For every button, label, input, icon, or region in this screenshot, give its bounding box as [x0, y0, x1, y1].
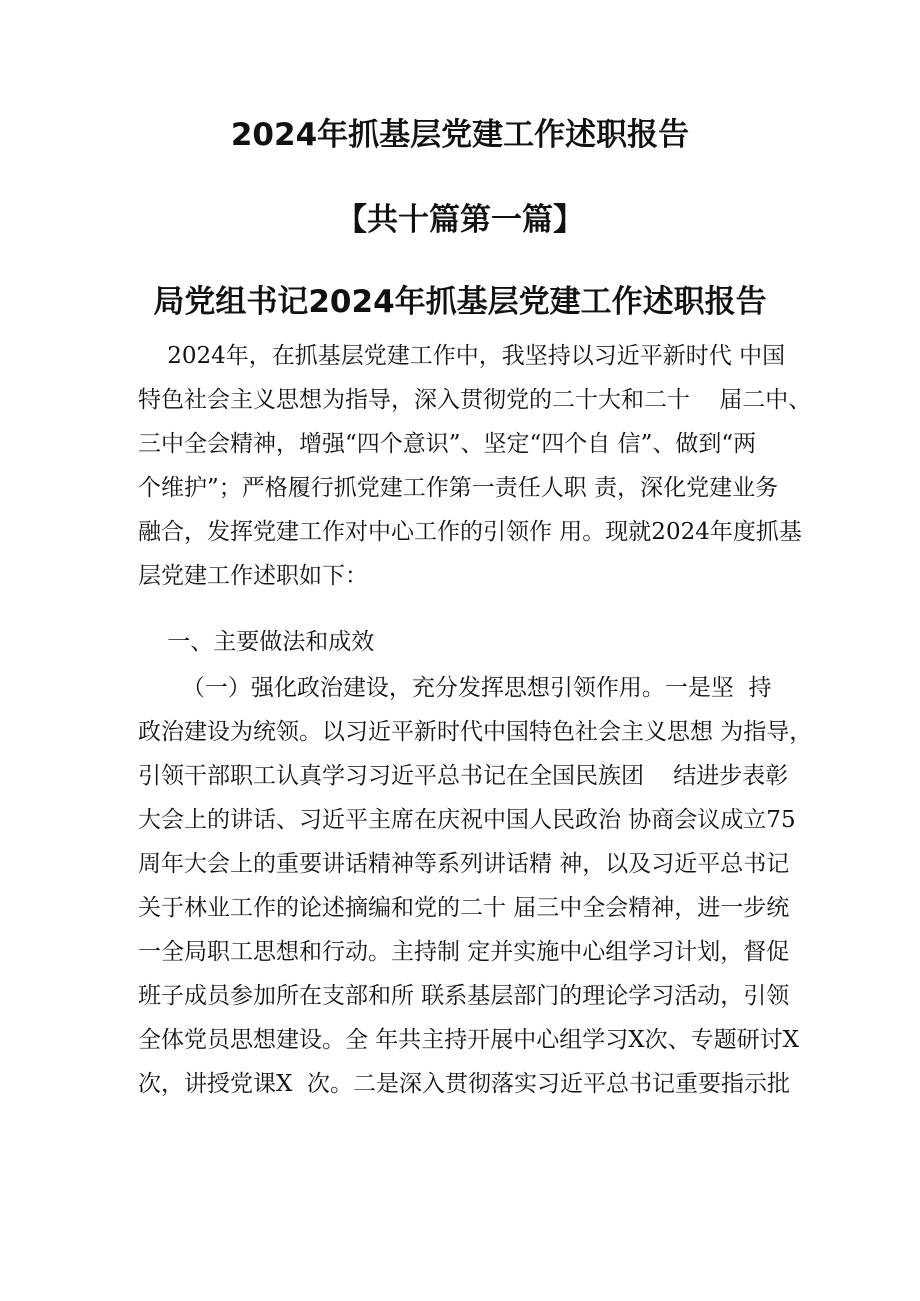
- paragraph-line: 大会上的讲话、习近平主席在庆祝中国人民政治 协商会议成立75: [138, 807, 796, 833]
- paragraph-line: 三中全会精神，增强“四个意识”、坚定“四个自 信”、做到“两: [138, 431, 757, 457]
- paragraph-line: 次，讲授党课X 次。二是深入贯彻落实习近平总书记重要指示批: [138, 1071, 790, 1097]
- paragraph-line: 融合，发挥党建工作对中心工作的引领作 用。现就2024年度抓基: [138, 519, 802, 545]
- paragraph-line: 班子成员参加所在支部和所 联系基层部门的理论学习活动，引领: [138, 983, 790, 1009]
- paragraph-line: 引领干部职工认真学习习近平总书记在全国民族团 结进步表彰: [138, 763, 789, 789]
- section-heading-text: 一、主要做法和成效: [138, 629, 375, 655]
- article-title: 局党组书记2024年抓基层党建工作述职报告: [153, 284, 767, 320]
- paragraph-political-building: [138, 666, 813, 1106]
- document-title: 2024年抓基层党建工作述职报告: [230, 117, 690, 153]
- section-heading: [138, 620, 798, 664]
- paragraph-line: 一全局职工思想和行动。主持制 定并实施中心组学习计划，督促: [138, 939, 790, 965]
- paragraph-intro: [138, 334, 812, 598]
- paragraph-line: 周年大会上的重要讲话精神等系列讲话精 神，以及习近平总书记: [138, 851, 790, 877]
- paragraph-line: 2024年，在抓基层党建工作中，我坚持以习近平新时代 中国: [138, 343, 786, 369]
- paragraph-line: 政治建设为统领。以习近平新时代中国特色社会主义思想 为指导，: [138, 719, 813, 745]
- paragraph-line: 特色社会主义思想为指导，深入贯彻党的二十大和二十 届二中、: [138, 387, 812, 413]
- paragraph-line: 关于林业工作的论述摘编和党的二十 届三中全会精神，进一步统: [138, 895, 790, 921]
- paragraph-line: 全体党员思想建设。全 年共主持开展中心组学习X次、专题研讨X: [138, 1027, 800, 1053]
- paragraph-line: 层党建工作述职如下：: [138, 563, 368, 589]
- paragraph-line: （一）强化政治建设，充分发挥思想引领作用。一是坚 持: [138, 675, 772, 701]
- paragraph-line: 个维护”；严格履行抓党建工作第一责任人职 责，深化党建业务: [138, 475, 779, 501]
- document-subtitle: 【共十篇第一篇】: [336, 202, 584, 238]
